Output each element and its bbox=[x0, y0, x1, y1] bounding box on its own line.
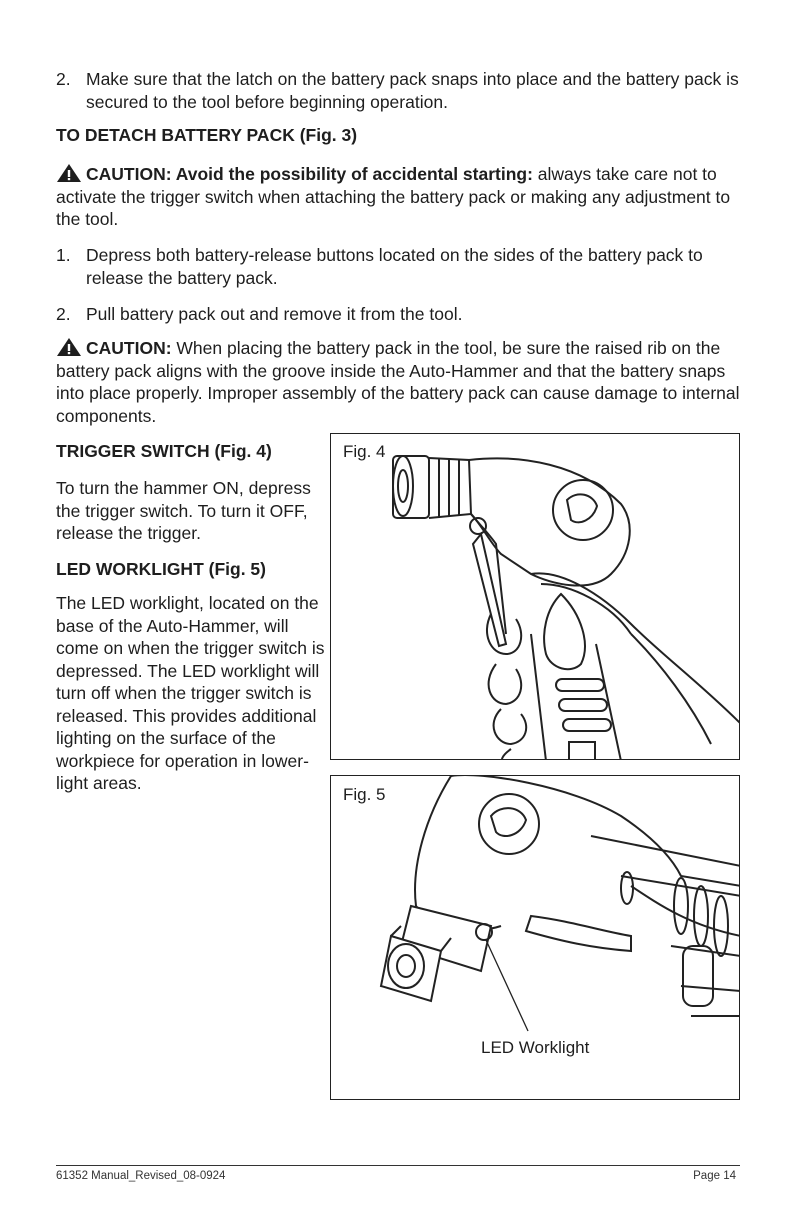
trigger-heading: TRIGGER SWITCH (Fig. 4) bbox=[56, 441, 272, 461]
led-worklight-callout: LED Worklight bbox=[481, 1038, 590, 1057]
step-text: Depress both battery-release buttons located on the sides of the battery pack to release the battery pack. bbox=[86, 245, 703, 288]
figure-4 bbox=[330, 433, 740, 760]
page-number: Page 14 bbox=[693, 1170, 736, 1182]
caution-text: always take care not to activate the trigger switch when attaching the battery pack or making any adjustment to the tool. bbox=[56, 164, 731, 229]
footer-rule bbox=[56, 1165, 740, 1166]
step-text: Make sure that the latch on the battery pack snaps into place and the battery pack is secured to the tool before beginning operation. bbox=[86, 69, 739, 112]
step-number: 1. bbox=[56, 245, 71, 265]
caution-paragraph bbox=[56, 337, 746, 427]
caution-paragraph bbox=[56, 163, 746, 231]
caution-label: CAUTION: bbox=[86, 338, 172, 358]
step-text: Pull battery pack out and remove it from the tool. bbox=[86, 304, 463, 324]
step-number: 2. bbox=[56, 69, 71, 89]
led-heading: LED WORKLIGHT (Fig. 5) bbox=[56, 559, 266, 579]
warning-triangle-icon bbox=[56, 163, 82, 183]
step-number: 2. bbox=[56, 304, 71, 324]
trigger-text: To turn the hammer ON, depress the trigger switch. To turn it OFF, release the trigger. bbox=[56, 478, 311, 543]
figure-5 bbox=[330, 775, 740, 1100]
detach-heading: TO DETACH BATTERY PACK (Fig. 3) bbox=[56, 125, 358, 145]
caution-text: When placing the battery pack in the tool, be sure the raised rib on the battery pack aligns with the groove inside the Auto-Hammer and that the battery snaps into place properly. Improper assembly of the battery pack can cause damage to internal components. bbox=[56, 338, 740, 426]
warning-triangle-icon bbox=[56, 337, 82, 357]
figure-5-label: Fig. 5 bbox=[343, 785, 386, 804]
led-text: The LED worklight, located on the base of the Auto-Hammer, will come on when the trigger switch is depressed. The LED worklight will turn off when the trigger switch is released. This provides additional lighting on the surface of the workpiece for operation in lower-light areas. bbox=[56, 593, 325, 793]
hammer-in-hand-illustration bbox=[331, 434, 740, 760]
figure-4-label: Fig. 4 bbox=[343, 442, 386, 461]
footer-doc-id: 61352 Manual_Revised_08-0924 bbox=[56, 1170, 226, 1182]
caution-label: CAUTION: Avoid the possibility of accidental starting: bbox=[86, 164, 533, 184]
